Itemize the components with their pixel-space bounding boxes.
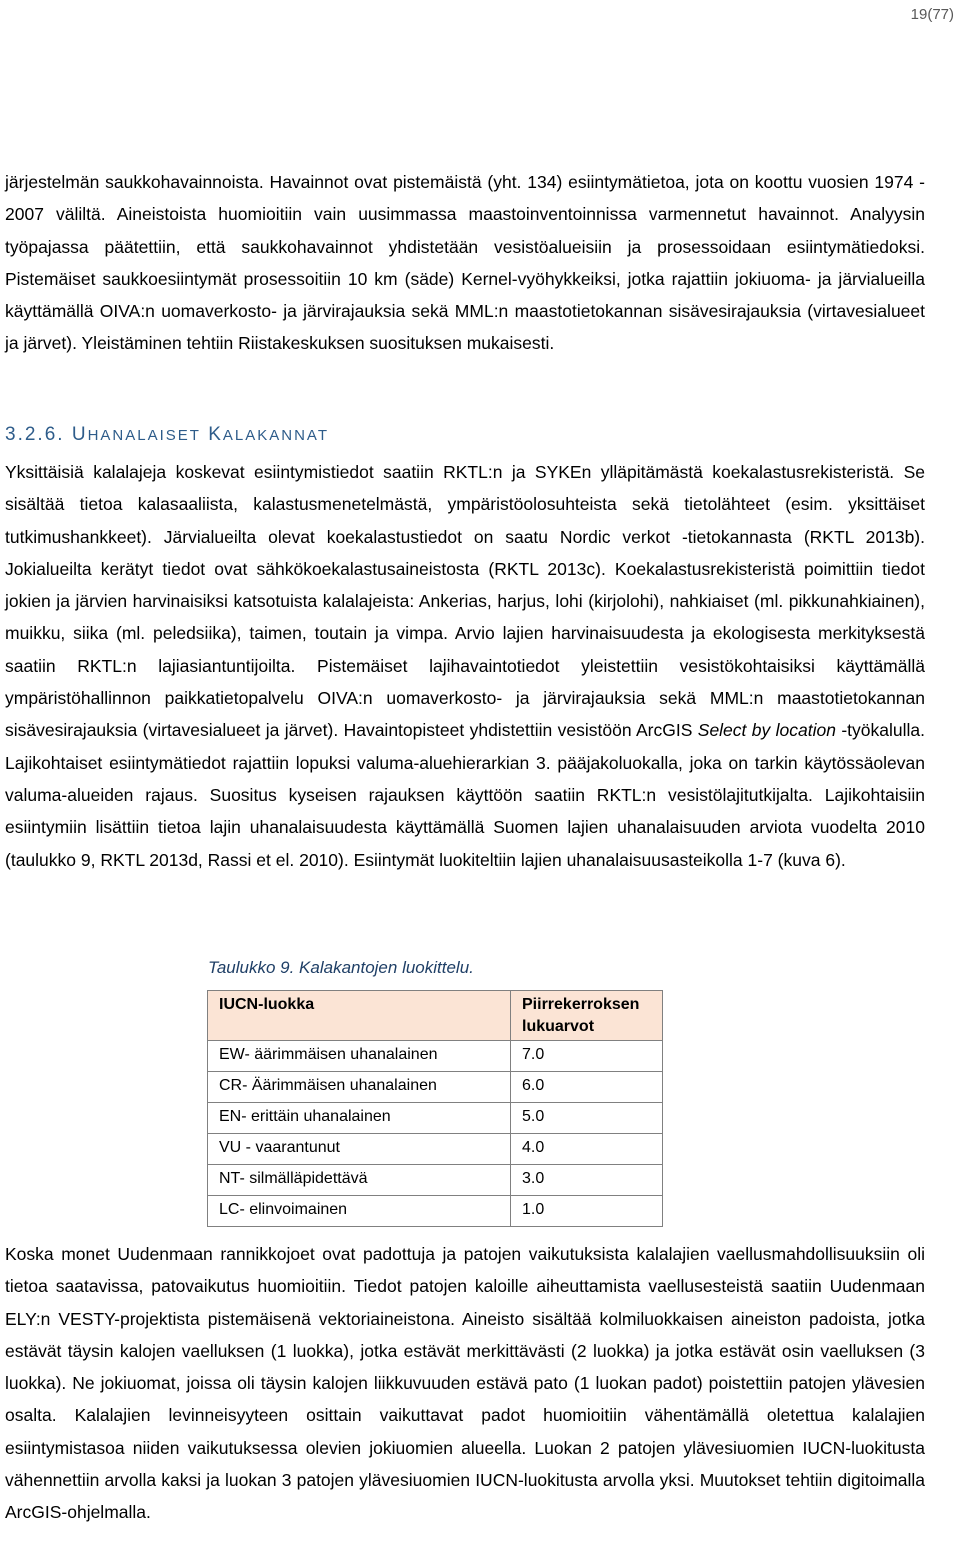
cell-value: 6.0 <box>511 1072 663 1103</box>
table-caption: Taulukko 9. Kalakantojen luokittelu. <box>208 958 474 977</box>
section-heading <box>5 424 329 446</box>
page-number: 19(77) <box>910 6 954 23</box>
cell-class: EW- äärimmäisen uhanalainen <box>208 1041 511 1072</box>
cell-class: LC- elinvoimainen <box>208 1196 511 1227</box>
cell-value: 3.0 <box>511 1165 663 1196</box>
table-header-row <box>208 991 663 1041</box>
table-row <box>208 1165 663 1196</box>
cell-class: VU - vaarantunut <box>208 1134 511 1165</box>
cell-value: 5.0 <box>511 1103 663 1134</box>
cell-class: NT- silmälläpidettävä <box>208 1165 511 1196</box>
cell-class: EN- erittäin uhanalainen <box>208 1103 511 1134</box>
paragraph-otter-data: järjestelmän saukkohavainnoista. Havainnot ovat pistemäistä (yht. 134) esiintymätietoa, jota on koottu vuosien 1974 - 2007 väliltä. Aineistoista huomioitiin vain uusimmassa maastoinventoinnissa varmennetut havainnot. Analyysin työpajassa päätettiin, että saukkohavainnot yhdistetään vesistöalueisiin ja prosessoidaan esiintymätiedoksi. Pistemäiset saukkoesiintymät prosessoitiin 10 km (säde) Kernel-vyöhykkeiksi, jotka rajattiin jokiuoma- ja järvialueilla käyttämällä OIVA:n uomaverkosto- ja järvirajauksia sekä MML:n maastotietokannan sisävesirajauksia (virtavesialueet ja järvet). Yleistäminen tehtiin Riistakeskuksen suosituksen mukaisesti. <box>5 172 925 354</box>
paragraph-fish-data: Yksittäisiä kalalajeja koskevat esiintymistiedot saatiin RKTL:n ja SYKEn ylläpitämästä koekalastusrekisteristä. Se sisältää tietoa kalasaaliista, kalastusmenetelmästä, ympäristöolosuhteista sekä tietolähteet (esim. yksittäiset tutkimushankkeet). Järvialueilta olevat koekalastustiedot on saatu Nordic verkot -tietokannasta (RKTL 2013b). Jokialueilta kerätyt tiedot ovat sähkökoekalastusaineistosta (RKTL 2013c). Koekalastusrekisteristä poimittiin tiedot jokien ja järvien harvinaisiksi katsotuista kalalajeista: Ankerias, harjus, lohi (kirjolohi), nahkiaiset (ml. pikkunahkiainen), muikku, siika (ml. peledsiika), taimen, toutain ja vimpa. Arvio lajien harvinaisuudesta ja ekologisesta merkityksestä saatiin RKTL:n lajiasiantuntijoilta. Pistemäiset lajihavaintotiedot yleistettiin vesistökohtaisiksi käyttämällä ympäristöhallinnon paikkatietopalvelu OIVA:n uomaverkosto- ja järvirajauksia sekä MML:n maastotietokannan sisävesirajauksia (virtavesialueet ja järvet). Havaintopisteet yhdistettiin vesistöön ArcGIS Select by location -työkalulla. Lajikohtaiset esiintymätiedot rajattiin lopuksi valuma-aluehierarkian 3. pääjakoluokalla, joka on tarkin käytössäolevan valuma-alueiden rajaus. Suositus kyseisen rajauksen käyttöön saatiin RKTL:n vesistölajitutkijalta. Lajikohtaisiin esiintymiin lisättiin tietoa lajin uhanalaisuudesta käyttämällä Suomen lajien uhanalaisuuden arviota vuodelta 2010 (taulukko 9, RKTL 2013d, Rassi et el. 2010). Esiintymät luokiteltiin lajien uhanalaisuusasteikolla 1-7 (kuva 6). <box>5 462 925 870</box>
iucn-classification-table <box>207 990 663 1227</box>
table-row <box>208 1196 663 1227</box>
section-title: UHANALAISET KALAKANNAT <box>71 424 329 445</box>
table-row <box>208 1041 663 1072</box>
cell-class: CR- Äärimmäisen uhanalainen <box>208 1072 511 1103</box>
section-number: 3.2.6. <box>5 424 65 445</box>
paragraph-dam-data: Koska monet Uudenmaan rannikkojoet ovat padottuja ja patojen vaikutuksista kalalajien vaellusmahdollisuuksiin oli tietoa saatavissa, patovaikutus huomioitiin. Tiedot patojen kaloille aiheuttamista vaellusesteistä saatiin Uudenmaan ELY:n VESTY-projektista pistemäisenä vektoriaineistona. Aineisto sisältää kolmiluokkaisen aineiston padoista, jotka estävät täysin kalojen vaelluksen (1 luokka), jotka estävät merkittävästi (2 luokka) ja jotka estävät osin vaelluksen (3 luokka). Ne jokiuomat, joissa oli täysin kalojen liikkuvuuden estävä pato (1 luokan padot) poistettiin patojen ylävesien osalta. Kalalajien levinneisyyteen osittain vaikuttavat padot huomioitiin vähentämällä oletettua kalalajien esiintymistasoa niiden vaikutuksessa olevien jokiuomien alueella. Luokan 2 patojen ylävesiuomien IUCN-luokitusta vähennettiin arvolla kaksi ja luokan 3 patojen ylävesiuomien IUCN-luokitusta arvolla yksi. Muutokset tehtiin digitoimalla ArcGIS-ohjelmalla. <box>5 1244 925 1523</box>
cell-value: 4.0 <box>511 1134 663 1165</box>
table-row <box>208 1134 663 1165</box>
table-row <box>208 1103 663 1134</box>
header-layer-value: Piirrekerroksen lukuarvot <box>511 991 663 1041</box>
table-row <box>208 1072 663 1103</box>
cell-value: 1.0 <box>511 1196 663 1227</box>
header-iucn-class: IUCN-luokka <box>208 991 511 1041</box>
tool-name-italic: Select by location <box>697 720 836 741</box>
cell-value: 7.0 <box>511 1041 663 1072</box>
